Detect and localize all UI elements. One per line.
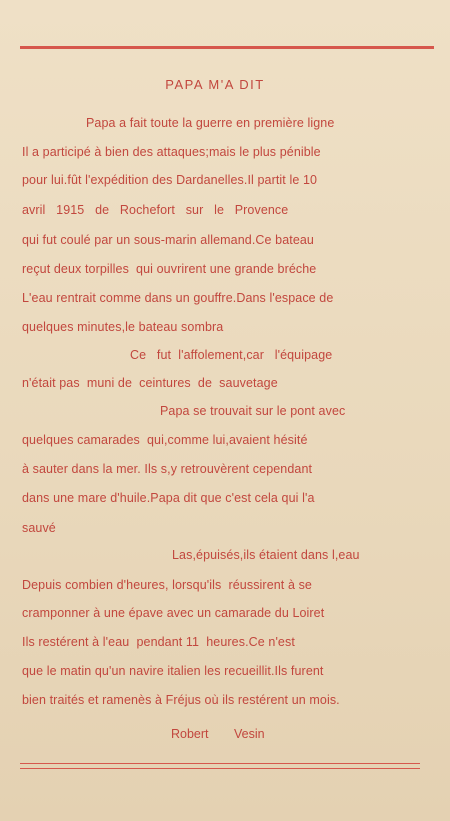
text-line: Papa a fait toute la guerre en première ligne [86, 116, 335, 130]
text-line: Papa se trouvait sur le pont avec [160, 404, 346, 418]
text-line: Depuis combien d'heures, lorsqu'ils réussirent à se [22, 578, 312, 592]
text-line: que le matin qu'un navire italien les recueillit.Ils furent [22, 664, 324, 678]
text-line: reçut deux torpilles qui ouvrirent une grande bréche [22, 262, 317, 276]
text-line: dans une mare d'huile.Papa dit que c'est cela qui l'a [22, 491, 315, 505]
text-line: n'était pas muni de ceintures de sauvetage [22, 376, 278, 390]
signature: Robert Vesin [171, 727, 265, 741]
document-title: PAPA M'A DIT [165, 77, 265, 92]
bottom-double-rule [20, 763, 420, 769]
text-line: qui fut coulé par un sous-marin allemand.Ce bateau [22, 233, 314, 247]
text-line: Las,épuisés,ils étaient dans l,eau [172, 548, 360, 562]
text-line: bien traités et ramenès à Fréjus où ils restérent un mois. [22, 693, 340, 707]
text-line: Ils restérent à l'eau pendant 11 heures.Ce n'est [22, 635, 295, 649]
text-line: sauvé [22, 521, 56, 535]
text-line: avril 1915 de Rochefort sur le Provence [22, 203, 289, 217]
text-line: cramponner à une épave avec un camarade du Loiret [22, 606, 325, 620]
text-line: quelques camarades qui,comme lui,avaient hésité [22, 433, 308, 447]
top-rule [20, 46, 434, 49]
text-line: L'eau rentrait comme dans un gouffre.Dans l'espace de [22, 291, 334, 305]
text-line: Ce fut l'affolement,car l'équipage [130, 348, 333, 362]
text-line: à sauter dans la mer. Ils s,y retrouvèrent cependant [22, 462, 313, 476]
text-line: pour lui.fût l'expédition des Dardanelles.Il partit le 10 [22, 173, 318, 187]
text-line: quelques minutes,le bateau sombra [22, 320, 224, 334]
text-line: Il a participé à bien des attaques;mais le plus pénible [22, 145, 321, 159]
